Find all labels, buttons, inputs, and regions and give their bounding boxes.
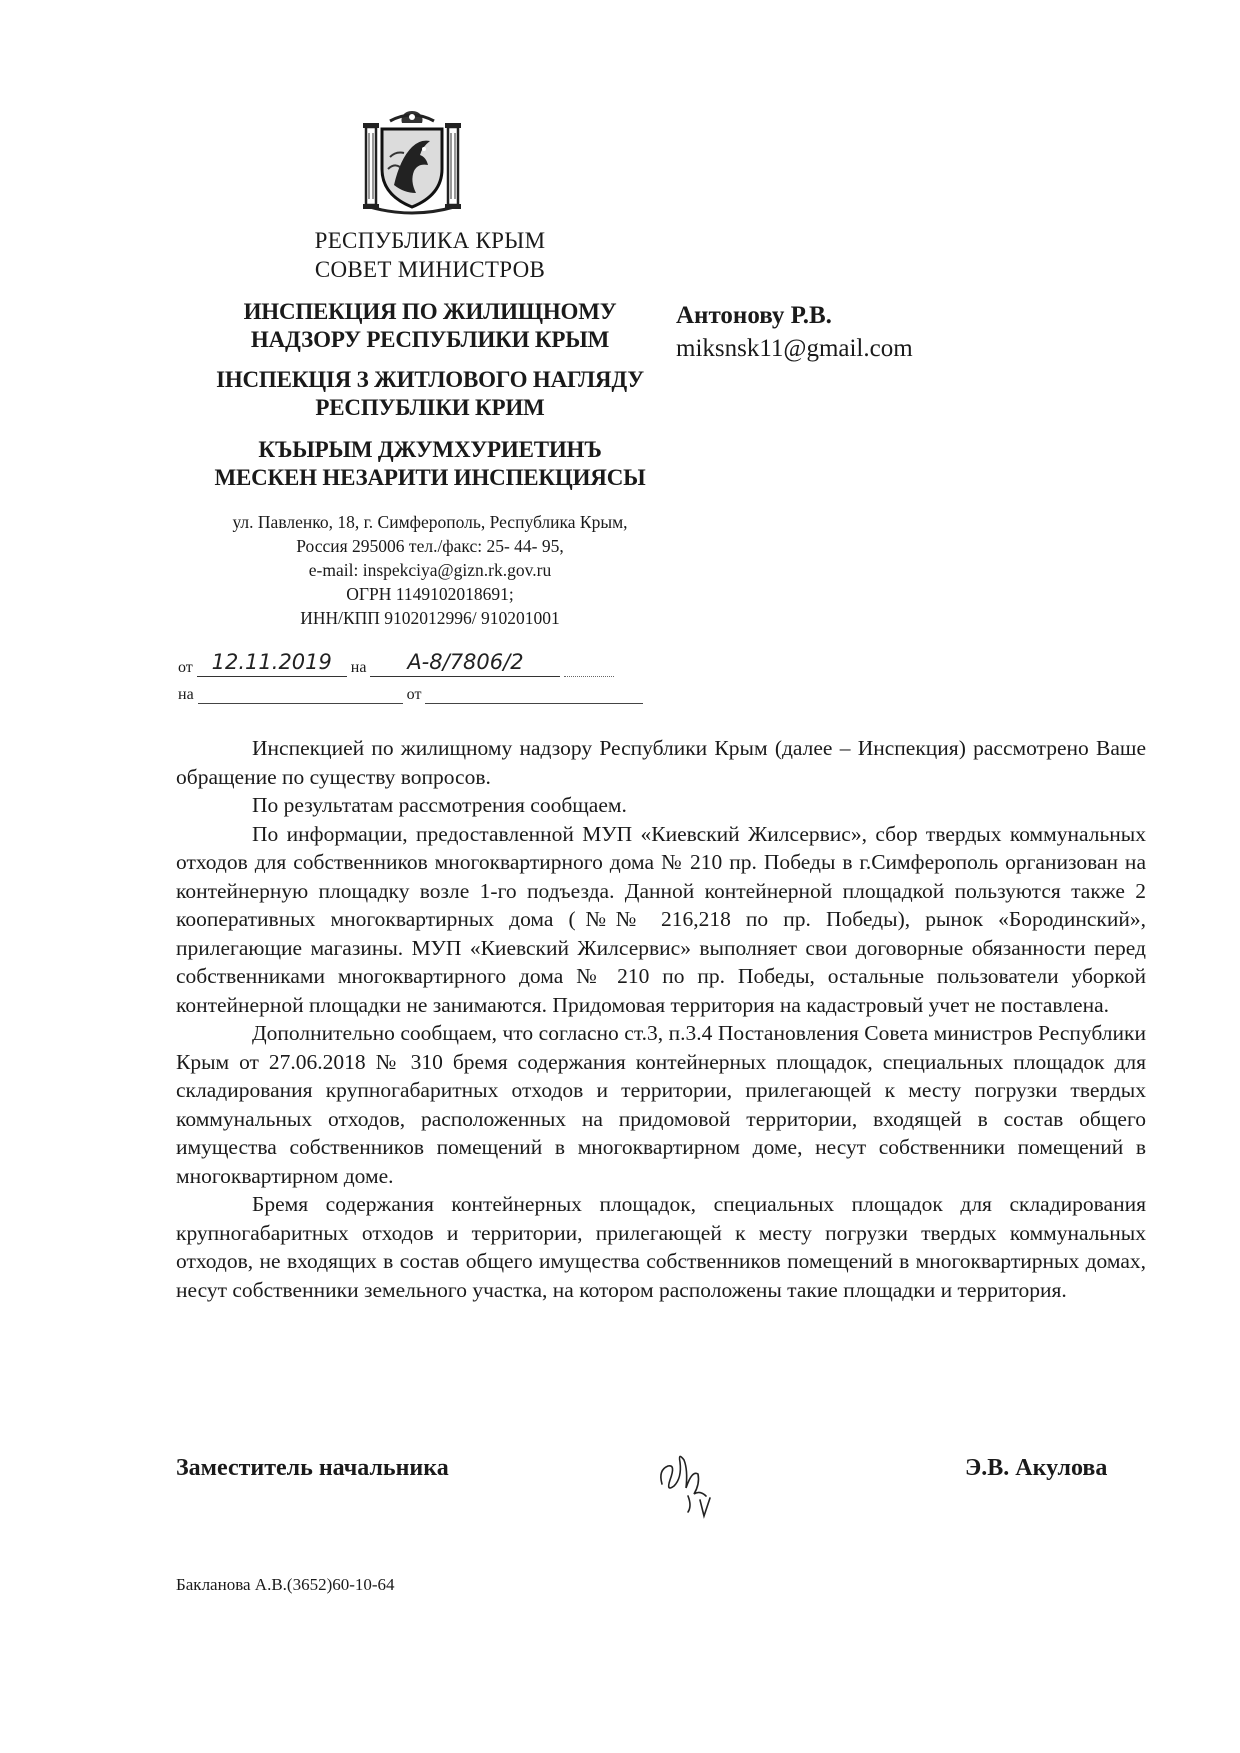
ref-number-label: на — [350, 659, 367, 676]
address-line: ул. Павленко, 18, г. Симферополь, Республика Крым, — [232, 512, 628, 532]
agency-name-ua — [150, 366, 710, 422]
recipient-name: Антонову Р.В. — [676, 302, 832, 329]
agency-name-crh-line-1: КЪЫРЫМ ДЖУМХУРИЕТИНЪ — [258, 437, 602, 462]
ogrn-line: ОГРН 1149102018691; — [346, 584, 514, 604]
issuer-header — [150, 226, 710, 630]
republic-name: РЕСПУБЛИКА КРЫМ — [314, 228, 546, 253]
crimea-coat-of-arms-icon — [360, 107, 464, 215]
address-line: Россия 295006 тел./факс: 25- 44- 95, — [296, 536, 564, 556]
recipient-email: miksnsk11@gmail.com — [676, 335, 913, 362]
ref-in-reply-date-blank — [425, 683, 643, 704]
ref-in-reply-from-label: от — [406, 686, 422, 703]
inn-kpp-line: ИНН/КПП 9102012996/ 910201001 — [300, 608, 560, 628]
agency-name-ru-line-1: ИНСПЕКЦИЯ ПО ЖИЛИЩНОМУ — [243, 299, 617, 324]
council-name: СОВЕТ МИНИСТРОВ — [314, 257, 546, 282]
body-paragraph-1: Инспекцией по жилищному надзору Республики Крым (далее – Инспекция) рассмотрено Ваше обращение по существу вопросов. — [176, 736, 1146, 789]
outgoing-reference — [178, 650, 614, 677]
agency-name-ua-line-1: ІНСПЕКЦІЯ З ЖИТЛОВОГО НАГЛЯДУ — [216, 367, 644, 392]
recipient-block — [676, 300, 1036, 366]
agency-name-crh-line-2: МЕСКЕН НЕЗАРИТИ ИНСПЕКЦИЯСЫ — [214, 465, 646, 490]
agency-name-ru-line-2: НАДЗОРУ РЕСПУБЛИКИ КРЫМ — [250, 327, 610, 352]
ref-number: А-8/7806/2 — [370, 650, 560, 677]
issuer-address — [150, 510, 710, 630]
ref-in-reply-number-blank — [198, 683, 403, 704]
ref-date: 12.11.2019 — [197, 650, 347, 677]
address-email-line: e-mail: inspekciya@gizn.rk.gov.ru — [308, 560, 552, 580]
letter-body — [176, 734, 1146, 1304]
handwritten-signature-icon — [648, 1440, 728, 1520]
agency-name-crh — [150, 436, 710, 492]
ref-from-label: от — [178, 659, 193, 676]
body-paragraph-5: Бремя содержания контейнерных площадок, специальных площадок для складирования крупногабаритных отходов и территории, прилегающей к месту погрузки твердых коммунальных отходов, не входящих в состав общего имущества собственников помещений в многоквартирных домах, несут собственники земельного участка, на котором расположены такие площадки и территория. — [176, 1192, 1146, 1302]
signatory-position: Заместитель начальника — [176, 1455, 449, 1481]
agency-name-ua-line-2: РЕСПУБЛІКИ КРИМ — [315, 395, 545, 420]
executor-contact: Бакланова А.В.(3652)60-10-64 — [176, 1575, 395, 1594]
body-paragraph-3: По информации, предоставленной МУП «Киевский Жилсервис», сбор твердых коммунальных отходов для собственников многоквартирного дома № 210 пр. Победы в г.Симферополь организован на контейнерную площадку возле 1-го подъезда. Данной контейнерной площадкой пользуются также 2 кооперативных многоквартирных дома (№№ 216,218 по пр. Победы), рынок «Бородинский», прилегающие магазины. МУП «Киевский Жилсервис» выполняет свои договорные обязанности перед собственниками многоквартирного дома № 210 по пр. Победы, остальные пользователи уборкой контейнерной площадки не занимаются. Придомовая территория на кадастровый учет не поставлена. — [176, 821, 1146, 1017]
ref-number-tail — [564, 654, 614, 677]
signatory-name: Э.В. Акулова — [965, 1455, 1108, 1481]
incoming-reference — [178, 683, 643, 704]
body-paragraph-4: Дополнительно сообщаем, что согласно ст.3, п.3.4 Постановления Совета министров Республики Крым от 27.06.2018 № 310 бремя содержания контейнерных площадок, специальных площадок для складирования крупногабаритных отходов и территории, прилегающей к месту погрузки твердых коммунальных отходов, расположенных на придомовой территории, входящей в состав общего имущества собственников помещений в многоквартирном доме, несут собственники помещений в многоквартирном доме. — [176, 1021, 1146, 1188]
agency-name-ru — [150, 298, 710, 354]
body-paragraph-2: По результатам рассмотрения сообщаем. — [252, 793, 627, 817]
ref-in-reply-label: на — [178, 686, 194, 703]
